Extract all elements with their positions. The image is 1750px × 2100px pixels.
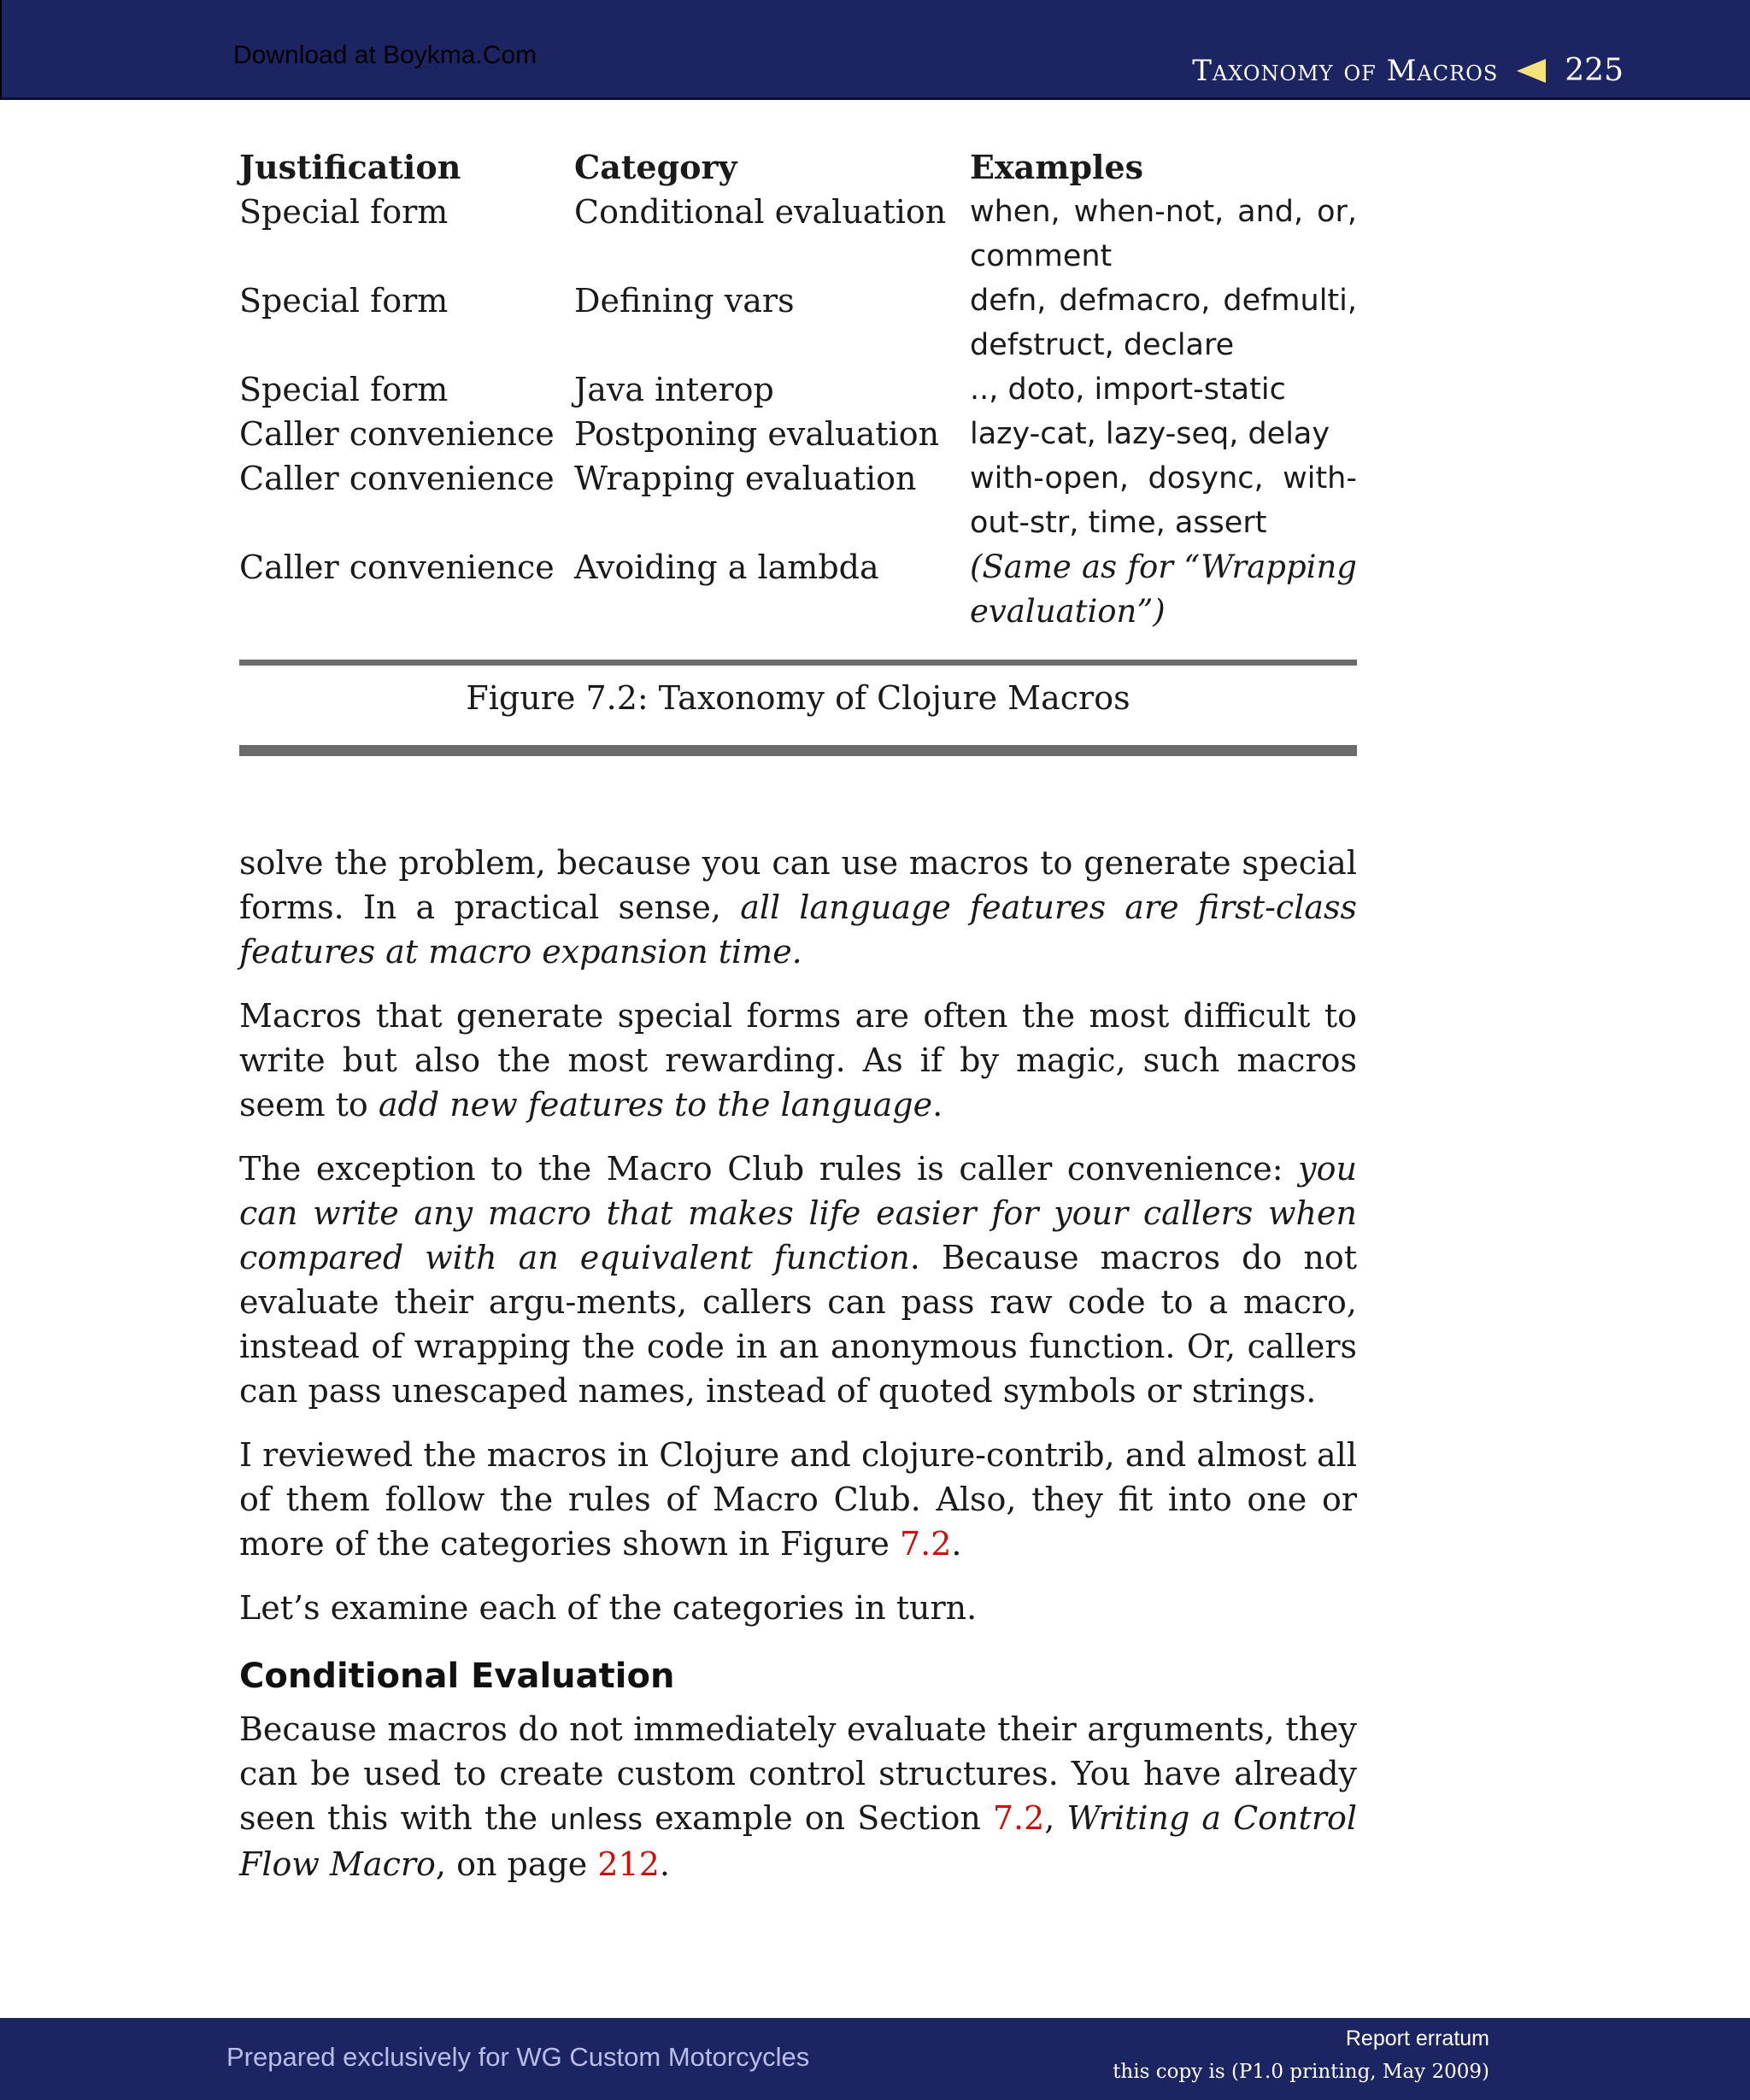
report-erratum-link[interactable]: Report erratum — [1345, 2027, 1489, 2050]
paragraph — [239, 1707, 1357, 1886]
figure-caption: Figure 7.2: Taxonomy of Clojure Macros — [466, 679, 1130, 717]
page-link[interactable]: 212 — [597, 1845, 660, 1883]
figure-link[interactable]: 7.2 — [899, 1525, 952, 1563]
text-run: The exception to the Macro Club rules is caller convenience: — [239, 1150, 1299, 1188]
text-run: . — [951, 1525, 962, 1563]
text-run: . — [659, 1845, 670, 1883]
justification-cell: Caller convenience — [239, 460, 555, 497]
table-row — [239, 367, 1357, 412]
running-title: Taxonomy of Macros — [1192, 53, 1499, 88]
emphasis: you can write any macro that makes life easier for your callers when compared with an equivalent function — [239, 1150, 1357, 1276]
section-title: Writing a Control Flow Macro — [239, 1799, 1357, 1883]
examples-cell: .., doto, import-static — [970, 372, 1286, 407]
prepared-for-text: Prepared exclusively for WG Custom Motorcycles — [226, 2042, 810, 2072]
table-row — [239, 190, 1357, 279]
figure-bottom-rule — [239, 745, 1357, 756]
table-row — [239, 279, 1357, 367]
table-row — [239, 456, 1357, 545]
table-header-row — [239, 145, 1357, 190]
code-word: unless — [549, 1803, 643, 1837]
justification-cell: Special form — [239, 193, 449, 231]
download-watermark: Download at Boykma.Com — [233, 41, 537, 69]
copy-info: this copy is (P1.0 printing, May 2009) — [1113, 2061, 1489, 2083]
category-cell: Wrapping evaluation — [574, 460, 917, 497]
previous-page-arrow-icon[interactable] — [1517, 59, 1546, 83]
examples-cell: (Same as for “Wrapping evaluation”) — [970, 548, 1357, 630]
category-cell: Java interop — [574, 371, 774, 408]
page-number: 225 — [1565, 53, 1624, 88]
paragraph — [239, 841, 1357, 974]
text-run: . — [932, 1086, 943, 1123]
column-header-justification: Justification — [239, 148, 461, 186]
table-row — [239, 412, 1357, 456]
text-run: solve the problem, because you can use macros to generate special forms. In a practical sense, — [239, 844, 1357, 926]
category-cell: Postponing evaluation — [574, 415, 940, 453]
text-run: Macros that generate special forms are often the most difficult to write but also the most rewarding. As if by magic, such macros seem to — [239, 997, 1357, 1123]
emphasis: all language features are first-class features at macro expansion time. — [239, 889, 1357, 971]
column-header-examples: Examples — [970, 148, 1144, 186]
text-run: . Because macros do not evaluate their argu-ments, callers can pass raw code to a macro, instead of wrapping the code in an anonymous function. Or, callers can pass unescaped names, instead of quoted symbols or strings. — [239, 1239, 1357, 1410]
running-head — [1192, 53, 1624, 88]
text-run: I reviewed the macros in Clojure and clojure-contrib, and almost all of them follow the rules of Macro Club. Also, they fit into one or more of the categories shown in Figure — [239, 1436, 1357, 1563]
justification-cell: Caller convenience — [239, 415, 555, 453]
examples-cell: when, when-not, and, or, comment — [970, 195, 1357, 273]
column-header-category: Category — [574, 148, 737, 186]
paragraph: Let’s examine each of the categories in turn. — [239, 1589, 978, 1627]
category-cell: Defining vars — [574, 282, 795, 320]
justification-cell: Special form — [239, 282, 449, 320]
examples-cell: with-open, dosync, with-out-str, time, assert — [970, 461, 1357, 540]
section-heading: Conditional Evaluation — [239, 1657, 675, 1696]
body-text — [239, 841, 1357, 1906]
examples-cell: lazy-cat, lazy-seq, delay — [970, 417, 1330, 451]
paragraph — [239, 1433, 1357, 1566]
paragraph — [239, 1147, 1357, 1413]
section-link[interactable]: 7.2 — [992, 1799, 1045, 1837]
text-run: example on Section — [643, 1799, 993, 1837]
examples-cell: defn, defmacro, defmulti, defstruct, declare — [970, 284, 1357, 362]
paragraph — [239, 994, 1357, 1127]
text-run: Because macros do not immediately evaluate their arguments, they can be used to create custom control structures. You have already seen this with the — [239, 1710, 1357, 1837]
category-cell: Conditional evaluation — [574, 193, 947, 231]
emphasis: add new features to the language — [378, 1086, 933, 1123]
taxonomy-table — [239, 145, 1357, 634]
text-run: , — [1044, 1799, 1067, 1837]
table-row — [239, 545, 1357, 634]
justification-cell: Special form — [239, 371, 449, 408]
figure-top-rule — [239, 660, 1357, 666]
justification-cell: Caller convenience — [239, 548, 555, 586]
category-cell: Avoiding a lambda — [574, 548, 879, 586]
text-run: , on page — [435, 1845, 598, 1883]
